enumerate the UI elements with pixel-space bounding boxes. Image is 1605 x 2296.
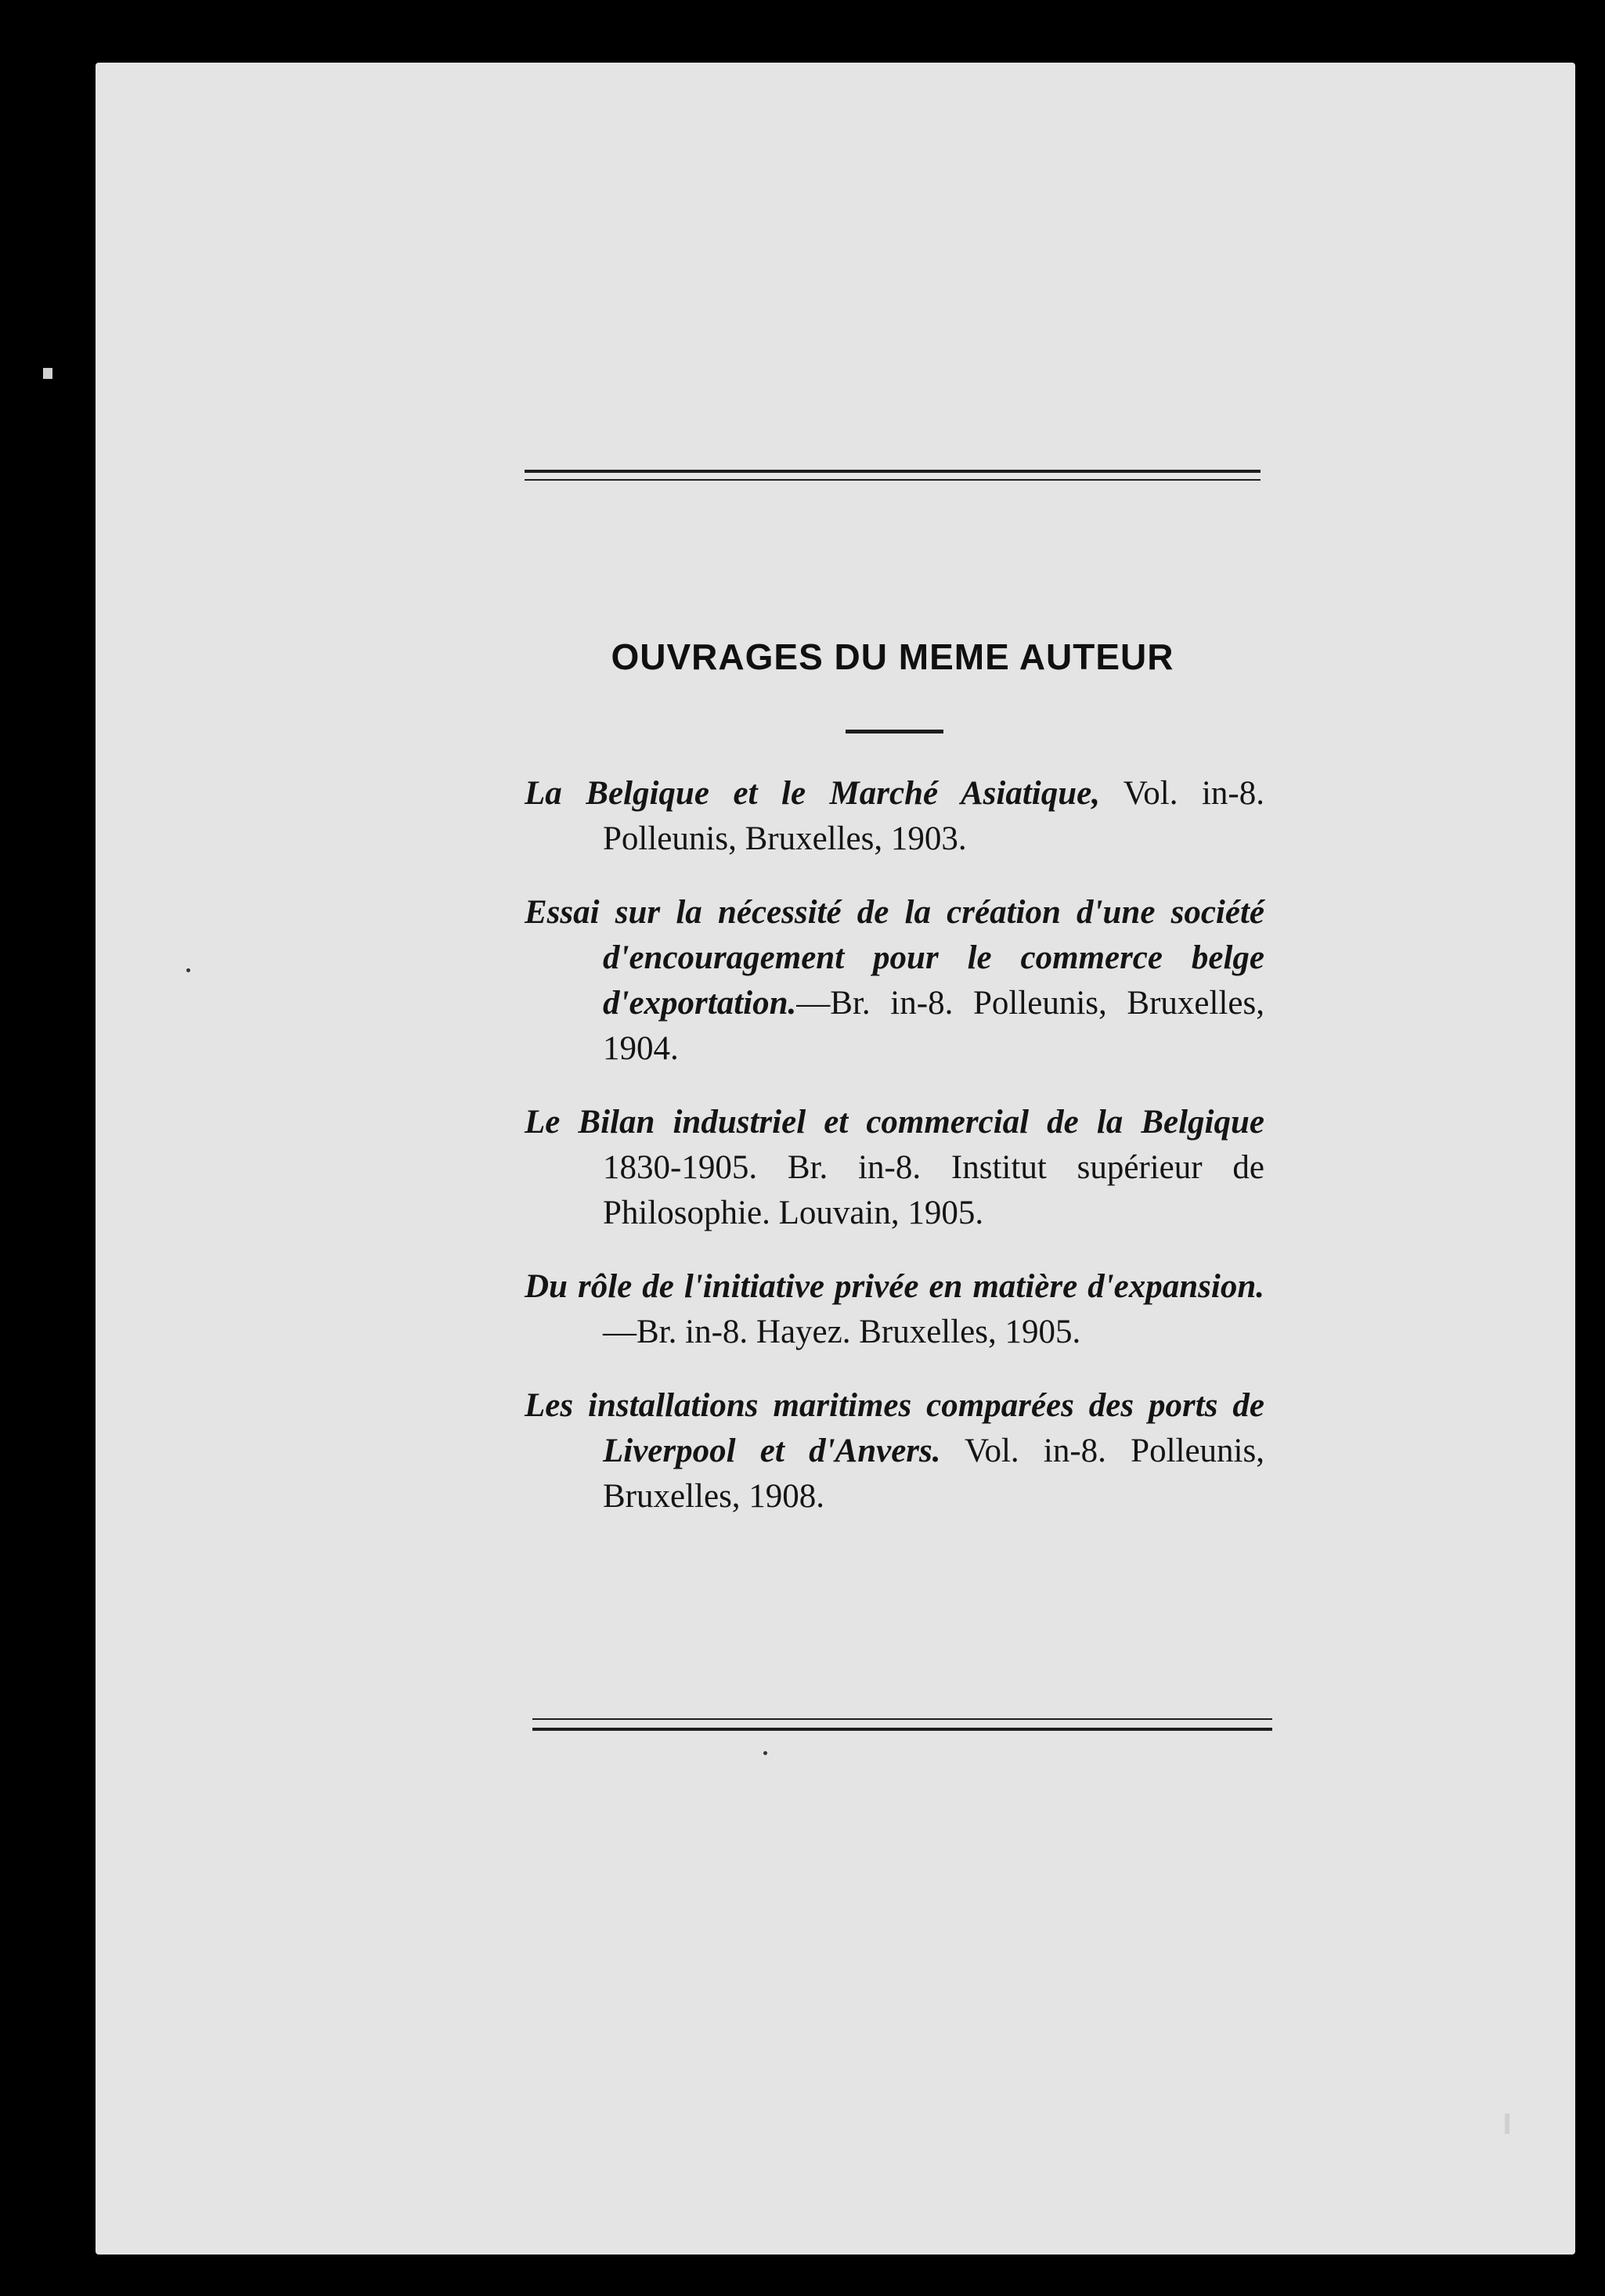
work-title: Les installations maritimes comparées des ports de Liverpool et d'Anvers. [525,1387,1264,1469]
page-heading: OUVRAGES DU MEME AUTEUR [611,636,1174,677]
heading-underline [846,730,943,733]
list-item [525,890,1264,1072]
work-title: La Belgique et le Marché Asiatique, [525,775,1101,812]
list-item [525,771,1264,862]
work-details: Vol. in-8. Polleunis, Bruxelles, 1908. [603,1433,1264,1515]
work-details: 1830-1905. Br. in-8. Institut supérieur de Philosophie. Louvain, 1905. [603,1149,1264,1231]
scan-speck [186,968,190,972]
scan-speck [763,1751,767,1755]
work-title: Le Bilan industriel et commercial de la Belgique [525,1104,1264,1141]
work-title: Du rôle de l'initiative privée en matière d'expansion. [525,1268,1264,1305]
list-item [525,1264,1264,1355]
work-title: Essai sur la nécessité de la création d'une société d'encouragement pour le commerce belge d'exportation. [525,894,1264,1022]
top-rule-thin [525,479,1261,481]
bottom-rule-thick [532,1728,1272,1731]
list-item [525,1383,1264,1519]
work-details: —Br. in-8. Hayez. Bruxelles, 1905. [603,1314,1081,1350]
scan-edge-mark [1505,2114,1509,2134]
list-item [525,1100,1264,1236]
bottom-rule-thin [532,1718,1272,1720]
work-details: Vol. in-8. Polleunis, Bruxelles, 1903. [603,775,1264,857]
scan-edge-mark [43,368,52,379]
work-details: —Br. in-8. Polleunis, Bruxelles, 1904. [603,985,1264,1067]
top-rule-thick [525,470,1261,473]
works-list [525,771,1264,1548]
